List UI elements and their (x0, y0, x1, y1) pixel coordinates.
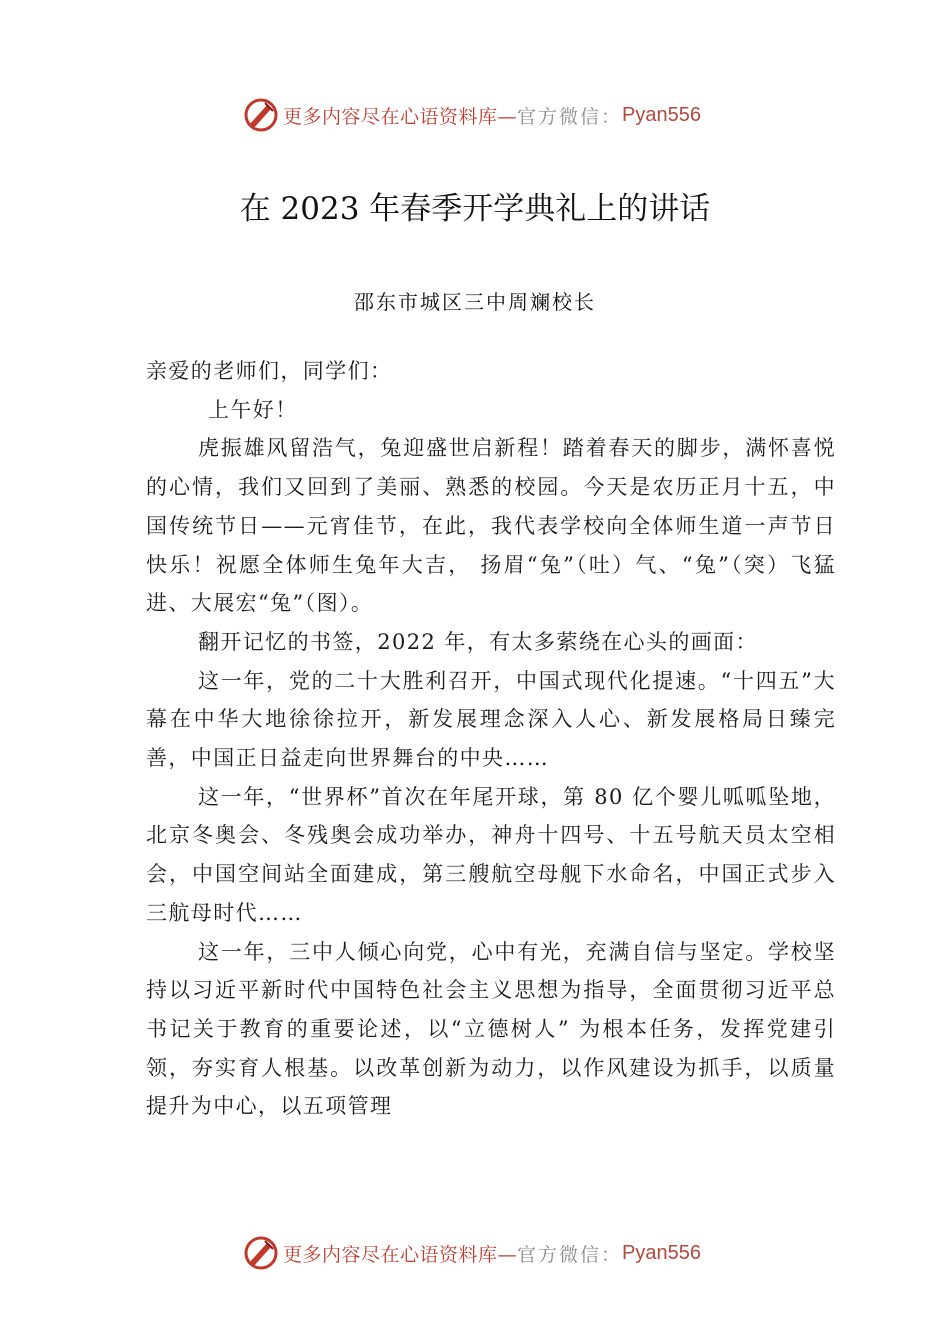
banner-wechat-id: Pyan556 (622, 103, 701, 126)
header-banner (0, 95, 950, 135)
document-author: 邵东市城区三中周斓校长 (354, 290, 596, 314)
banner-text: 更多内容尽在心语资料库— (283, 105, 518, 128)
document-title: 在 2023 年春季开学典礼上的讲话 (239, 191, 711, 227)
pen-logo-icon (243, 97, 279, 133)
banner-wechat-label: 官方微信： (517, 105, 623, 128)
footer-banner (0, 1233, 950, 1273)
banner-wechat-label: 官方微信： (517, 1243, 623, 1266)
paragraph: 这一年，“世界杯”首次在年尾开球，第 80 亿个婴儿呱呱坠地，北京冬奥会、冬残奥会成功举办，神舟十四号、十五号航天员太空相会，中国空间站全面建成，第三艘航空母舰下水命名，中国正式步入三航母时代…… (146, 784, 836, 925)
banner-text: 更多内容尽在心语资料库— (283, 1243, 518, 1266)
document-body (146, 352, 836, 1126)
greeting: 上午好！ (208, 397, 298, 422)
pen-logo-icon (243, 1235, 279, 1271)
salutation: 亲爱的老师们，同学们： (146, 359, 393, 383)
paragraph: 虎振雄风留浩气，兔迎盛世启新程！踏着春天的脚步，满怀喜悦的心情，我们又回到了美丽、熟悉的校园。今天是农历正月十五，中国传统节日——元宵佳节，在此，我代表学校向全体师生道一声节日快乐！祝愿全体师生兔年大吉， 扬眉“兔”（吐）气、“兔”（突）飞猛进、大展宏“兔”（图）。 (146, 436, 836, 616)
paragraph: 这一年，党的二十大胜利召开，中国式现代化提速。“十四五”大幕在中华大地徐徐拉开，新发展理念深入人心、新发展格局日臻完善，中国正日益走向世界舞台的中央…… (146, 668, 836, 771)
banner-wechat-id: Pyan556 (622, 1241, 701, 1264)
paragraph: 这一年，三中人倾心向党，心中有光，充满自信与坚定。学校坚持以习近平新时代中国特色社会主义思想为指导，全面贯彻习近平总书记关于教育的重要论述，以“立德树人” 为根本任务，发挥党建引领，夯实育人根基。以改革创新为动力，以作风建设为抓手，以质量提升为中心，以五项管理 (146, 939, 836, 1119)
paragraph: 翻开记忆的书签，2022 年，有太多萦绕在心头的画面： (198, 629, 758, 654)
